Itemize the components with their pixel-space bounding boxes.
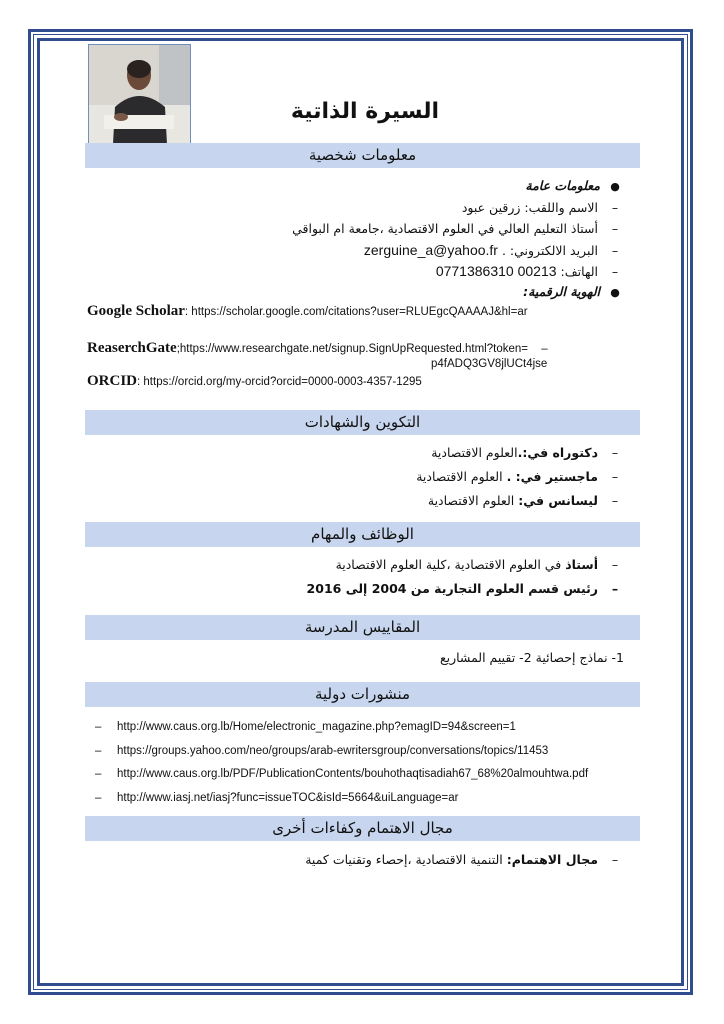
degree-field: العلوم الاقتصادية [427, 493, 515, 508]
publication-link[interactable]: http://www.caus.org.lb/Home/electronic_magazine.php?emagID=94&screen=1 [117, 721, 516, 733]
degree-field: العلوم الاقتصادية [416, 469, 503, 484]
publication-link[interactable]: http://www.iasj.net/iasj?func=issueTOC&isId=5664&uiLanguage=ar [117, 792, 459, 804]
phone-line [436, 263, 624, 279]
phone-label: الهاتف: [560, 264, 598, 279]
digital-id-item [523, 284, 624, 299]
publication-item [95, 721, 516, 733]
dash-icon: – [611, 221, 619, 236]
interests-label: مجال الاهتمام: [506, 852, 598, 867]
degree-label: ليسانس في: [518, 493, 598, 508]
section-header-education: التكوين والشهادات [85, 410, 640, 435]
digital-id-heading: الهوية الرقمية: [523, 284, 600, 299]
section-header-personal: معلومات شخصية [85, 143, 640, 168]
dash-icon: – [95, 768, 102, 780]
degree-item [431, 445, 624, 460]
orcid-line [87, 373, 422, 390]
email-link[interactable]: zerguine_a@yahoo.fr [363, 242, 498, 258]
bullet-icon: ● [610, 180, 620, 193]
degree-item [416, 469, 624, 484]
position-line [292, 221, 624, 236]
researchgate-label: ReaserchGate [87, 340, 177, 356]
courses-list: 1- نماذج إحصائية 2- تقييم المشاريع [439, 650, 624, 665]
degree-item [428, 493, 624, 508]
publication-link[interactable]: https://groups.yahoo.com/neo/groups/arab-ewritersgroup/conversations/topics/11453 [117, 745, 549, 757]
dash-icon: – [541, 343, 548, 355]
dash-icon: – [611, 493, 619, 508]
publication-item [95, 768, 588, 780]
bullet-icon: ● [610, 286, 620, 299]
interests-item [305, 852, 624, 867]
dash-icon: – [611, 581, 619, 596]
general-info-item [525, 178, 624, 193]
section-header-jobs: الوظائف والمهام [85, 522, 640, 547]
orcid-label: ORCID [87, 373, 138, 389]
name-line [462, 200, 624, 215]
email-line [364, 242, 624, 258]
job-item [336, 557, 624, 572]
google-scholar-link[interactable]: : https://scholar.google.com/citations?user=RLUEgcQAAAAJ&hl=ar [184, 306, 528, 318]
google-scholar-line [87, 303, 528, 320]
section-header-publications: منشورات دولية [85, 682, 640, 707]
dash-icon: – [95, 792, 102, 804]
researchgate-link[interactable]: ;https://www.researchgate.net/signup.SignUpRequested.html?token= [176, 343, 528, 355]
job-description: رئيس قسم العلوم التجارية من 2004 إلى 2016 [306, 581, 598, 596]
degree-label: دكتوراه في:. [517, 445, 598, 460]
profile-photo [88, 44, 191, 145]
job-title: أستاذ [565, 557, 598, 572]
dash-icon: – [611, 852, 619, 867]
name-text: الاسم واللقب: زرقين عبود [461, 200, 598, 215]
publication-item [95, 745, 548, 757]
publication-link[interactable]: http://www.caus.org.lb/PDF/PublicationContents/bouhothaqtisadiah67_68%20almouhtwa.pdf [117, 768, 589, 780]
dash-icon: – [95, 745, 102, 757]
degree-field: العلوم الاقتصادية [431, 445, 518, 460]
job-description: في العلوم الاقتصادية ،كلية العلوم الاقتصادية [335, 557, 562, 572]
phone-number: 00213 0771386310 [435, 263, 557, 279]
general-info-heading: معلومات عامة [525, 178, 600, 193]
section-header-interests: مجال الاهتمام وكفاءات أخرى [85, 816, 640, 841]
publication-item [95, 792, 459, 804]
interests-text: التنمية الاقتصادية ،إحصاء وتقنيات كمية [305, 852, 503, 867]
google-scholar-label: Google Scholar [87, 303, 185, 319]
degree-label: ماجستير في: . [506, 469, 598, 484]
dash-icon: – [611, 264, 619, 279]
researchgate-line [87, 340, 548, 357]
dash-icon: – [611, 243, 619, 258]
job-item [307, 581, 624, 596]
dash-icon: – [95, 721, 102, 733]
position-text: أستاذ التعليم العالي في العلوم الاقتصادية ،جامعة ام البواقي [292, 221, 598, 236]
page-title: السيرة الذاتية [290, 99, 440, 124]
dash-icon: – [611, 445, 619, 460]
dash-icon: – [611, 200, 619, 215]
section-header-courses: المقاييس المدرسة [85, 615, 640, 640]
email-label: البريد الالكتروني: . [501, 243, 598, 258]
researchgate-link-continued[interactable]: p4fADQ3GV8jlUCt4jse [431, 358, 548, 370]
dash-icon: – [611, 469, 619, 484]
dash-icon: – [611, 557, 619, 572]
orcid-link[interactable]: : https://orcid.org/my-orcid?orcid=0000-0003-4357-1295 [137, 376, 422, 388]
